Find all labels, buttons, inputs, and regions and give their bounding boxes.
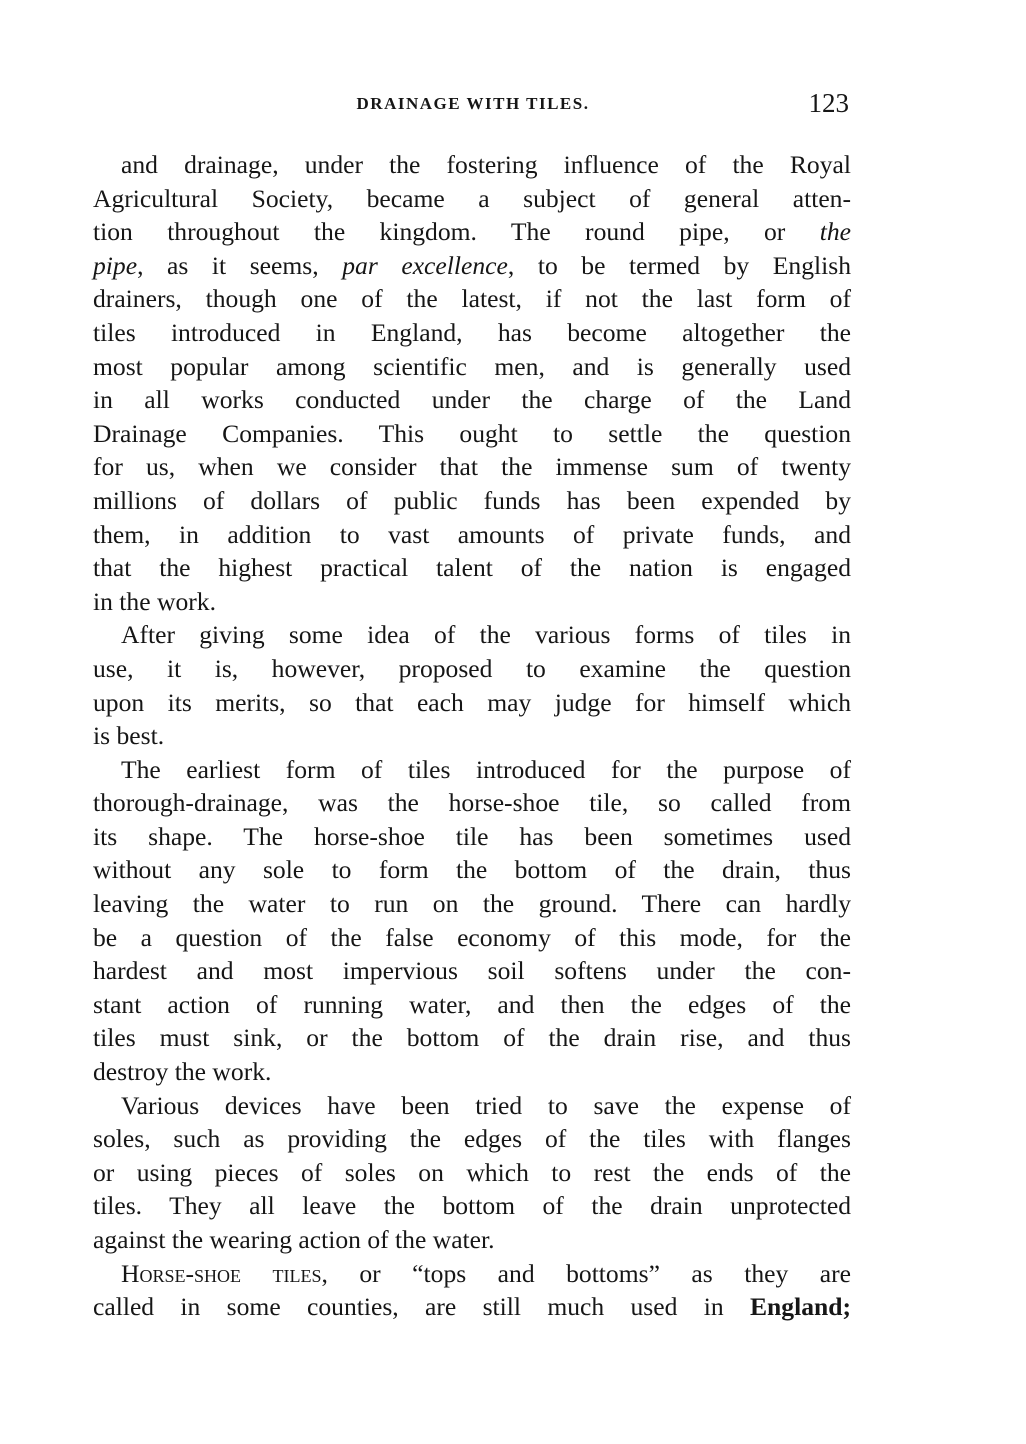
text-line: [93, 551, 851, 585]
text-segment: that the highest practical talent of the nation is engaged: [93, 553, 851, 583]
text-segment: without any sole to form the bottom of the drain, thus: [93, 855, 851, 885]
text-segment: upon its merits, so that each may judge for himself which: [93, 687, 851, 717]
text-line: [93, 585, 851, 619]
text-line: [93, 719, 851, 753]
text-segment: tiles. They all leave the bottom of the drain unprotected: [93, 1191, 851, 1221]
running-head: [93, 88, 853, 124]
text-segment: tiles must sink, or the bottom of the drain rise, and thus: [93, 1023, 851, 1053]
paragraph: [93, 1257, 851, 1324]
text-line: [93, 618, 851, 652]
text-line: [93, 417, 851, 451]
text-line: [93, 1089, 851, 1123]
text-segment: or using pieces of soles on which to rest the ends of the: [93, 1157, 851, 1187]
text-line: [93, 988, 851, 1022]
text-line: [93, 954, 851, 988]
page-number: 123: [808, 88, 849, 118]
text-segment: The earliest form of tiles introduced for the purpose of: [121, 754, 851, 784]
text-segment: Drainage Companies. This ought to settle the question: [93, 418, 851, 448]
bold-text: England;: [749, 1292, 851, 1322]
text-segment: most popular among scientific men, and is generally used: [93, 351, 851, 381]
text-segment: drainers, though one of the latest, if not the last form of: [93, 284, 851, 314]
text-segment: , to be termed by English: [507, 250, 851, 280]
text-segment: , as it seems,: [137, 250, 343, 280]
text-segment: hardest and most impervious soil softens under the con-: [93, 956, 851, 986]
text-segment: is best.: [93, 721, 165, 751]
text-segment: tion throughout the kingdom. The round pipe, or: [93, 217, 820, 247]
text-line: [93, 887, 851, 921]
text-line: [93, 1122, 851, 1156]
paragraph: [93, 753, 851, 1089]
text-line: [93, 518, 851, 552]
text-line: [93, 820, 851, 854]
text-segment: called in some counties, are still much used in: [93, 1292, 750, 1322]
text-line: [93, 215, 851, 249]
text-line: [93, 1055, 851, 1089]
text-segment: thorough-drainage, was the horse-shoe tile, so called from: [93, 788, 851, 818]
text-line: [93, 249, 851, 283]
italic-text: the: [819, 217, 851, 247]
text-segment: Various devices have been tried to save the expense of: [121, 1090, 851, 1120]
text-segment: , or “tops and bottoms” as they are: [321, 1258, 851, 1288]
text-segment: against the wearing action of the water.: [93, 1225, 495, 1254]
text-line: [93, 1290, 851, 1324]
text-segment: be a question of the false economy of this mode, for the: [93, 922, 851, 952]
body-text: [93, 148, 851, 1324]
text-line: [93, 686, 851, 720]
paragraph: [93, 1089, 851, 1257]
text-line: [93, 1223, 851, 1257]
text-segment: After giving some idea of the various forms of tiles in: [121, 620, 851, 650]
italic-text: pipe: [93, 250, 138, 280]
text-line: [93, 652, 851, 686]
text-segment: for us, when we consider that the immense sum of twenty: [93, 452, 851, 482]
text-segment: and drainage, under the fostering influence of the Royal: [121, 150, 851, 179]
text-segment: leaving the water to run on the ground. There can hardly: [93, 889, 851, 919]
text-line: [93, 1021, 851, 1055]
text-segment: its shape. The horse-shoe tile has been sometimes used: [93, 821, 851, 851]
text-line: [93, 753, 851, 787]
text-segment: Agricultural Society, became a subject of general atten-: [93, 183, 851, 213]
text-segment: use, it is, however, proposed to examine the question: [93, 653, 851, 683]
paragraph: [93, 618, 851, 752]
text-line: [93, 182, 851, 216]
small-caps-text: Horse-shoe tiles: [121, 1258, 322, 1288]
text-segment: them, in addition to vast amounts of private funds, and: [93, 519, 851, 549]
text-segment: millions of dollars of public funds has been expended by: [93, 485, 851, 515]
running-title: DRAINAGE WITH TILES.: [356, 94, 590, 113]
text-line: [93, 316, 851, 350]
text-line: [93, 350, 851, 384]
text-line: [93, 148, 851, 182]
text-line: [93, 1189, 851, 1223]
text-segment: tiles introduced in England, has become altogether the: [93, 317, 851, 347]
text-segment: in the work.: [93, 586, 216, 616]
text-line: [93, 1156, 851, 1190]
text-line: [93, 484, 851, 518]
text-segment: destroy the work.: [93, 1057, 272, 1087]
text-segment: stant action of running water, and then the edges of the: [93, 989, 851, 1019]
text-line: [93, 282, 851, 316]
text-line: [93, 786, 851, 820]
italic-text: par excellence: [342, 250, 508, 280]
paragraph: [93, 148, 851, 618]
text-line: [93, 383, 851, 417]
text-segment: soles, such as providing the edges of the tiles with flanges: [93, 1124, 851, 1154]
text-line: [93, 853, 851, 887]
text-line: [93, 450, 851, 484]
text-line: [93, 921, 851, 955]
text-segment: in all works conducted under the charge of the Land: [93, 385, 851, 415]
text-line: [93, 1257, 851, 1291]
